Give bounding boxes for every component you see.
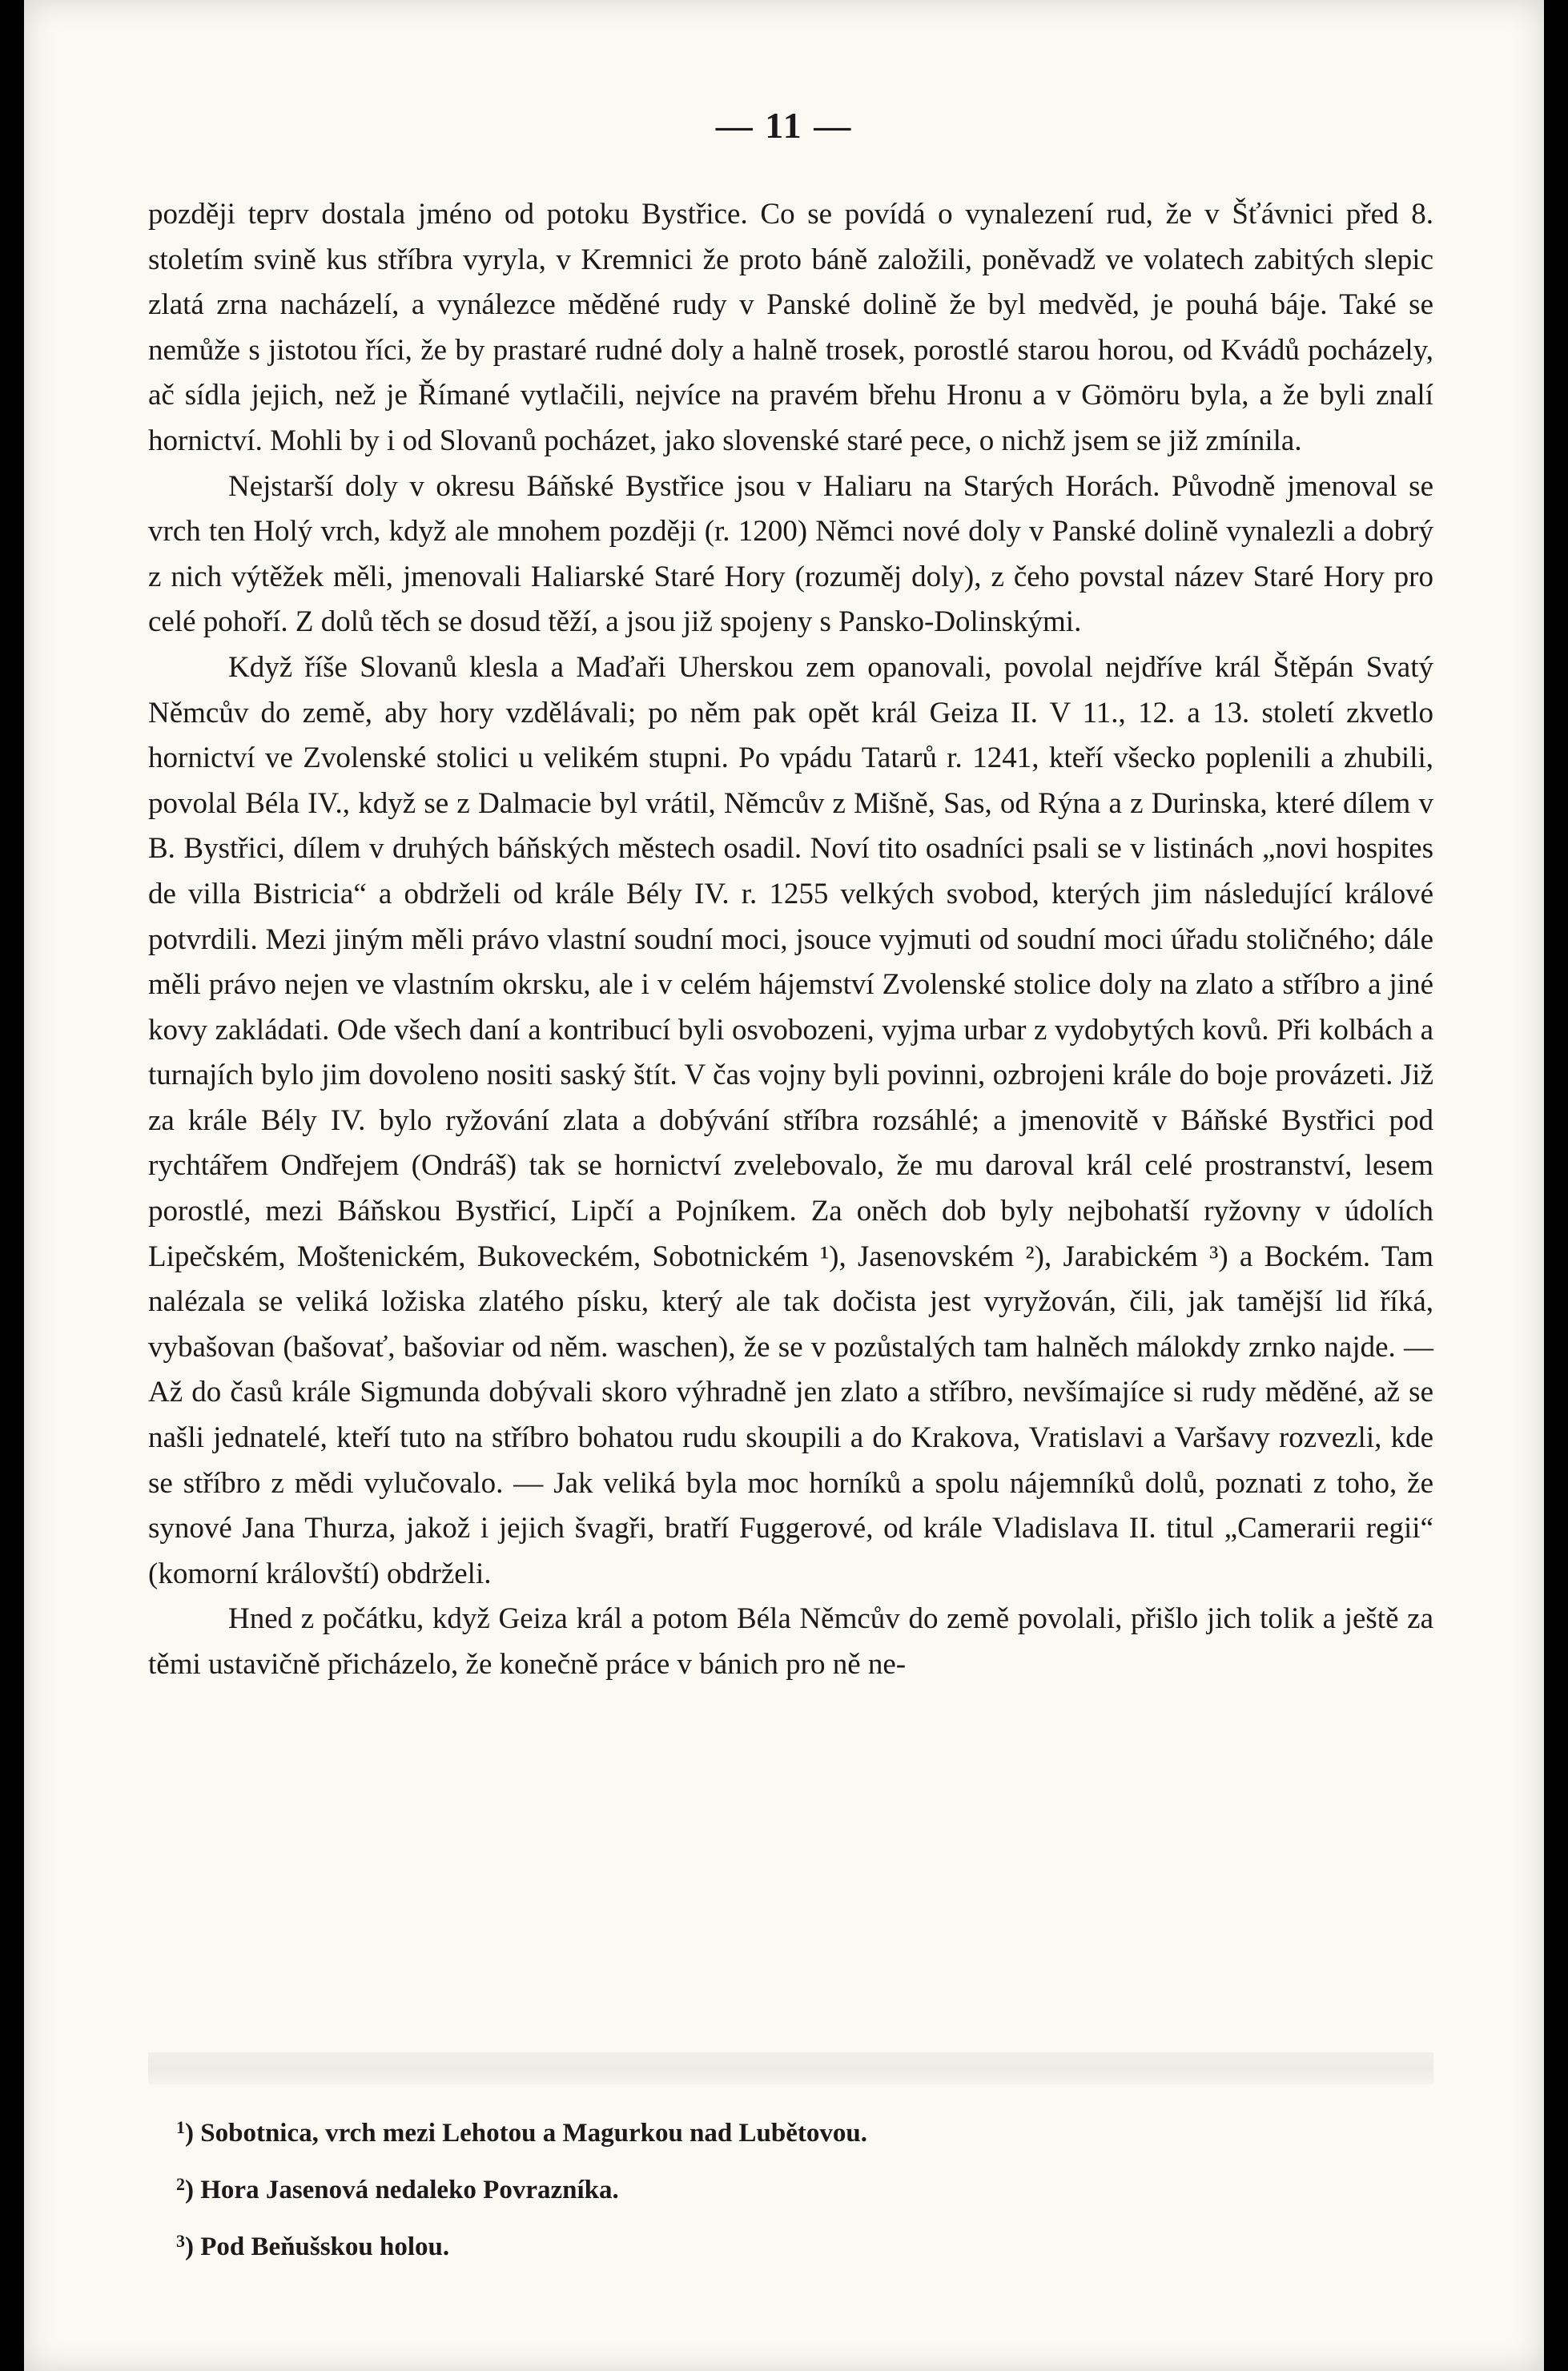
footnote-mark: 2 [176, 2174, 185, 2194]
book-page [24, 0, 1544, 2371]
footnote: $^1$) Sobotnica, vrch mezi Lehotou a Magurkou nad Lubětovou. [176, 2117, 867, 2148]
page-number: — 11 — [715, 105, 853, 146]
paragraph-1: později teprv dostala jméno od potoku Bystřice. Co se povídá o vynalezení rud, že v Šťávnici před 8. stoletím svině kus stříbra vyryla, v Kremnici že proto báně založili, poněvadž ve volatech zabitých slepic zlatá zrna nacházelí, a vynálezce měděné rudy v Panské dolině že byl medvěd, je pouhá báje. Také se nemůže s jistotou říci, že by prastaré rudné doly a halně trosek, porostlé starou horou, od Kvádů pocházely, ač sídla jejich, než je Římané vytlačili, nejvíce na pravém břehu Hronu a v Gömöru byla, a že byli znalí hornictví. Mohli by i od Slovanů pocházet, jako slovenské staré pece, o nichž jsem se již zmínila. [148, 198, 1433, 457]
show-through-bleed [148, 2052, 1433, 2084]
footnotes [176, 2102, 1137, 2273]
footnote-text: Pod Beňušskou holou. [200, 2232, 450, 2261]
footnote-mark: 1 [176, 2117, 185, 2137]
paragraph-2: Nejstarší doly v okresu Báňské Bystřice jsou v Haliaru na Starých Horách. Původně jmenoval se vrch ten Holý vrch, když ale mnohem později (r. 1200) Němci nové doly v Panské dolině vynalezli a dobrý z nich výtěžek měli, jmenovali Haliarské Staré Hory (rozuměj doly), z čeho povstal název Staré Hory pro celé pohoří. Z dolů těch se dosud těží, a jsou již spojeny s Pansko-Dolinskými. [148, 469, 1433, 639]
footnote: $^3$) Pod Beňušskou holou. [176, 2231, 450, 2261]
paragraph-3: Když říše Slovanů klesla a Maďaři Uherskou zem opanovali, povolal nejdříve král Štěpán Svatý Němcův do země, aby hory vzdělávali; po něm pak opět král Geiza II. V 11., 12. a 13. století zkvetlo hornictví ve Zvolenské stolici u velikém stupni. Po vpádu Tatarů r. 1241, kteří všecko poplenili a zhubili, povolal Béla IV., když se z Dalmacie byl vrátil, Němcův z Mišně, Sas, od Rýna a z Durinska, které dílem v B. Bystřici, dílem v druhých báňských městech osadil. Noví tito osadníci psali se v listinách „novi hospites de villa Bistricia“ a obdrželi od krále Bély IV. r. 1255 velkých svobod, kterých jim následující králové potvrdili. Mezi jiným měli právo vlastní soudní moci, jsouce vyjmuti od soudní moci úřadu stoličného; dále měli právo nejen ve vlastním okrsku, ale i v celém hájemství Zvolenské stolice doly na zlato a stříbro a jiné kovy zakládati. Ode všech daní a kontribucí byli osvobozeni, vyjma urbar z vydobytých kovů. Při kolbách a turnajích bylo jim dovoleno nositi saský štít. V čas vojny byli povinni, ozbrojeni krále do boje provázeti. Již za krále Bély IV. bylo ryžování zlata a dobývání stříbra rozsáhlé; a jmenovitě v Báňské Bystřici pod rychtářem Ondřejem (Ondráš) tak se hornictví zvelebovalo, že mu daroval král celé prostranství, lesem porostlé, mezi Báňskou Bystřicí, Lipčí a Pojníkem. Za oněch dob byly nejbohatší ryžovny v údolích Lipečském, Moštenickém, Bukoveckém, Sobotnickém ¹), Jasenovském ²), Jarabickém ³) a Bockém. Tam nalézala se veliká ložiska zlatého písku, který ale tak dočista jest vyryžován, čili, jak tamější lid říká, vybašovan (bašovať, bašoviar od něm. waschen), že se v pozůstalých tam halněch málokdy zrnko najde. — Až do časů krále Sigmunda dobývali skoro výhradně jen zlato a stříbro, nevšímajíce si rudy měděné, až se našli jednatelé, kteří tuto na stříbro bohatou rudu skoupili a do Krakova, Vratislavi a Varšavy rozvezli, kde se stříbro z mědi vylučovalo. — Jak veliká byla moc horníků a spolu nájemníků dolů, poznati z toho, že synové Jana Thurza, jakož i jejich švagři, bratří Fuggerové, od krále Vladislava II. titul „Camerarii regii“ (komorní královští) obdrželi. [148, 650, 1433, 1590]
footnote-text: Sobotnica, vrch mezi Lehotou a Magurkou nad Lubětovou. [200, 2119, 867, 2148]
paragraph-4: Hned z počátku, když Geiza král a potom Béla Němcův do země povolali, přišlo jich tolik a ještě za těmi ustavičně přicházelo, že konečně práce v bánich pro ně ne- [148, 1602, 1433, 1681]
footnote-mark: 3 [176, 2231, 185, 2251]
footnote: $^2$) Hora Jasenová nedaleko Povrazníka. [176, 2174, 619, 2204]
footnote-text: Hora Jasenová nedaleko Povrazníka. [200, 2176, 619, 2204]
body-text [148, 192, 1433, 1688]
